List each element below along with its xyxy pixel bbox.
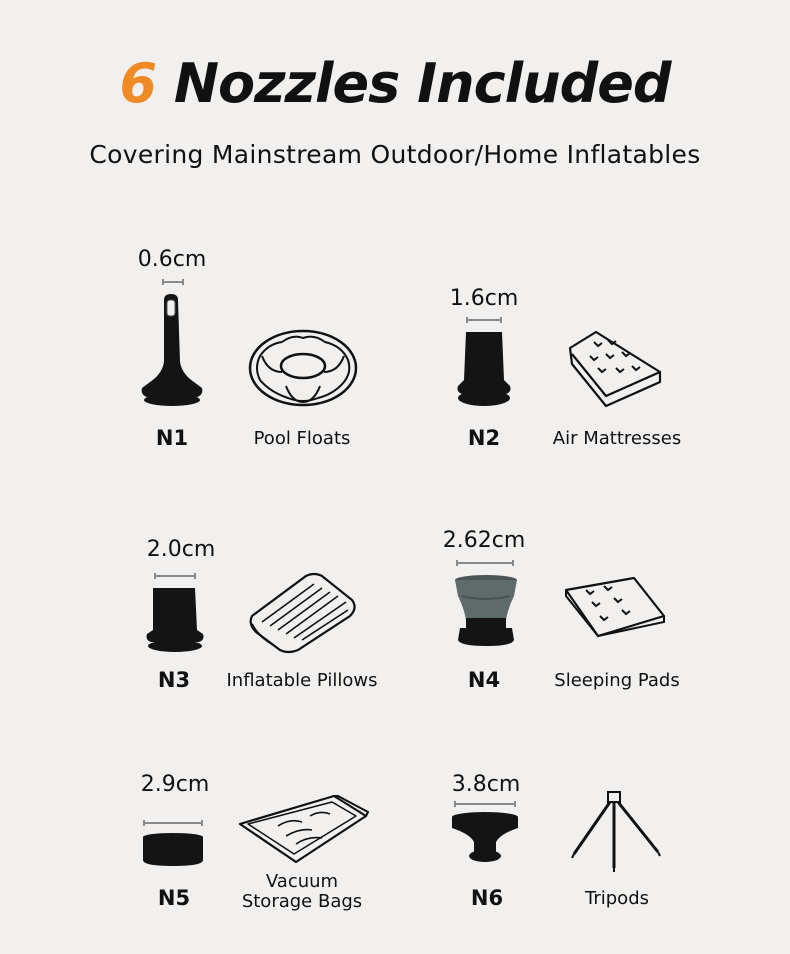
title-number: 6 [119, 52, 157, 115]
vacuum-storage-bag-icon [238, 794, 370, 866]
n6-nozzle-image [448, 812, 522, 866]
n5-use-line1: Vacuum [265, 871, 339, 892]
n2-size-ruler [466, 319, 502, 321]
n5-size-ruler [143, 822, 203, 824]
n1-size-ruler [162, 281, 184, 283]
n4-nozzle-image [450, 574, 522, 654]
n5-use-line2: Storage Bags [241, 891, 363, 912]
n1-name: N1 [155, 426, 189, 450]
n5-name: N5 [157, 886, 191, 910]
n2-nozzle-image [456, 330, 516, 410]
title-text: Nozzles Included [173, 52, 671, 115]
air-mattress-icon [568, 330, 664, 408]
tripod-icon [568, 790, 664, 874]
n4-name: N4 [467, 668, 501, 692]
n2-use-label: Air Mattresses [552, 428, 682, 449]
n6-size-ruler [454, 803, 516, 805]
n2-size-label: 1.6cm [449, 286, 519, 311]
n3-size-label: 2.0cm [146, 537, 216, 562]
n5-nozzle-image [140, 832, 206, 872]
n6-size-label: 3.8cm [451, 772, 521, 797]
inflatable-pillow-icon [248, 572, 360, 656]
n4-size-ruler [456, 562, 514, 564]
n6-name: N6 [470, 886, 504, 910]
pool-float-icon [248, 328, 360, 408]
page-subtitle: Covering Mainstream Outdoor/Home Inflatables [89, 140, 701, 169]
n1-nozzle-image [138, 292, 208, 412]
page-title [0, 52, 790, 115]
n5-use-label [212, 872, 392, 912]
n1-size-label: 0.6cm [137, 247, 207, 272]
n3-size-ruler [154, 575, 196, 577]
n1-use-label: Pool Floats [253, 428, 351, 449]
n3-nozzle-image [145, 586, 207, 656]
n6-use-label: Tripods [585, 888, 649, 909]
n3-name: N3 [157, 668, 191, 692]
n3-use-label: Inflatable Pillows [226, 670, 378, 691]
n5-size-label: 2.9cm [140, 772, 210, 797]
n4-use-label: Sleeping Pads [554, 670, 680, 691]
sleeping-pad-icon [564, 576, 668, 638]
n4-size-label: 2.62cm [442, 528, 526, 553]
n2-name: N2 [467, 426, 501, 450]
